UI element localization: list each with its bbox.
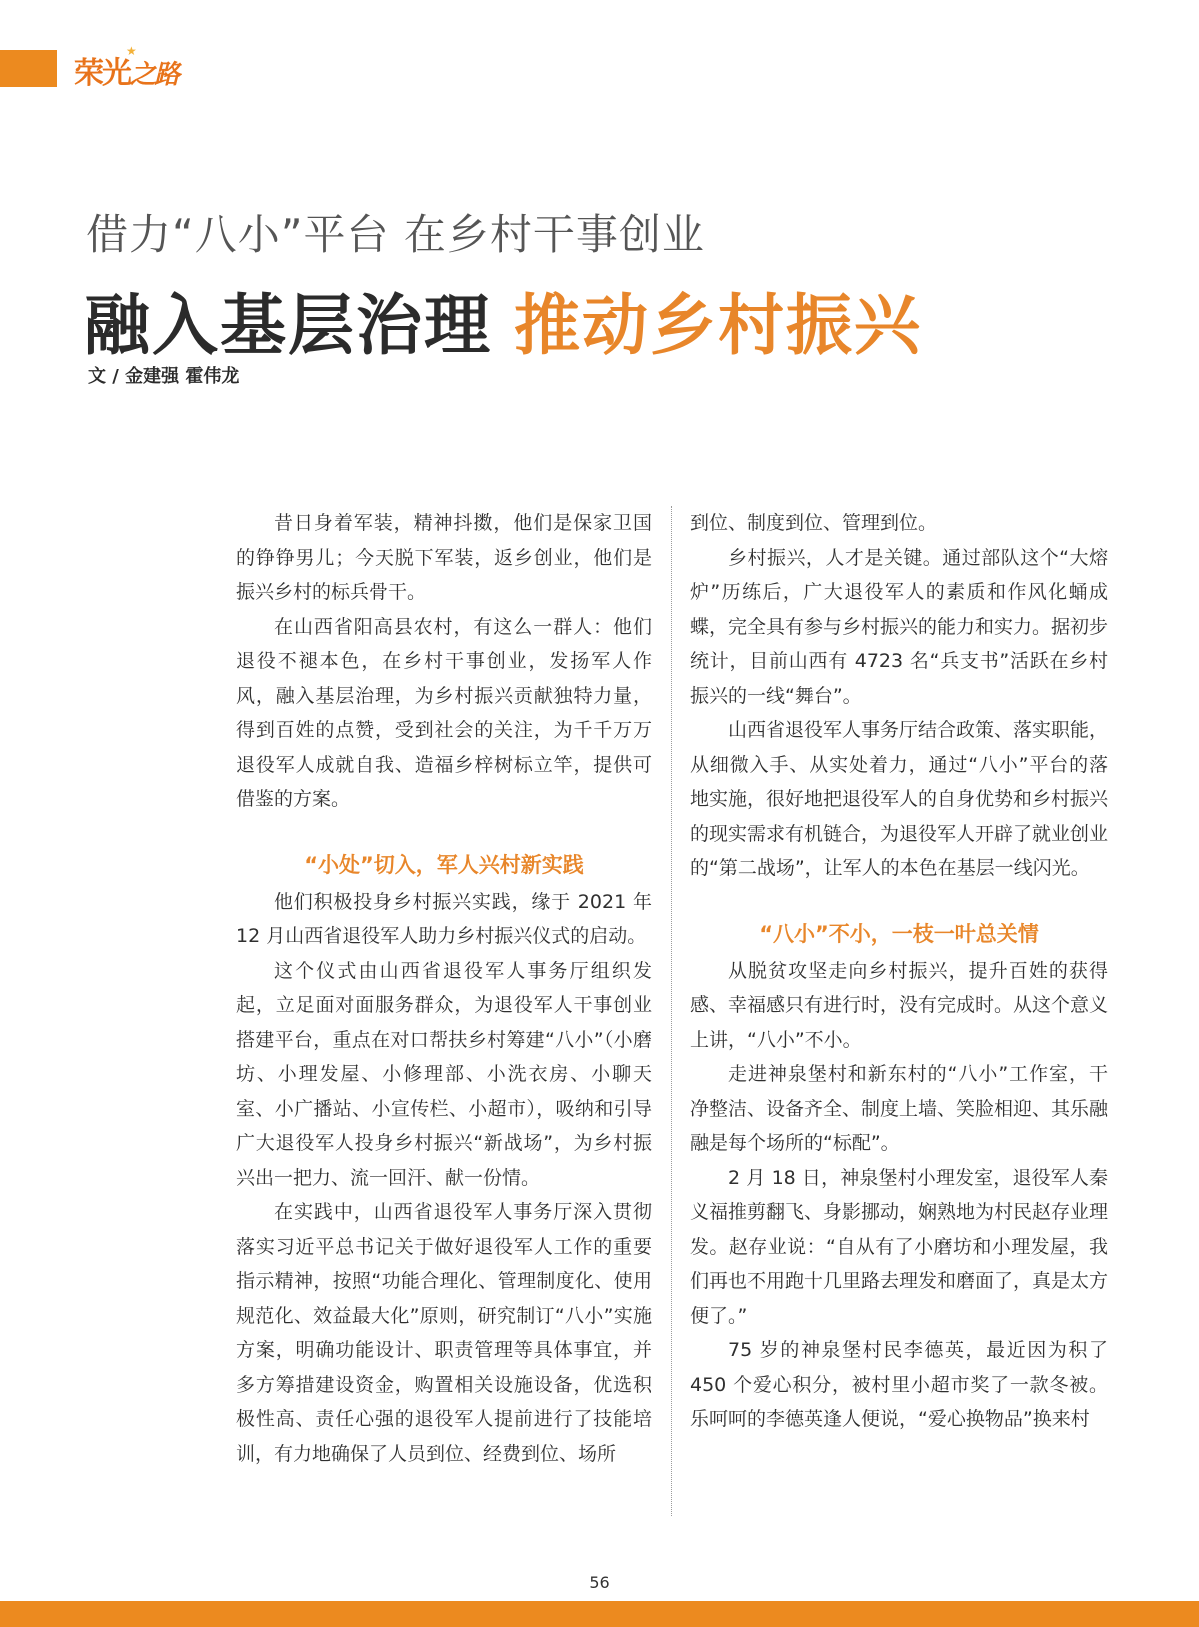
footer-accent-bar <box>0 1601 1199 1627</box>
star-icon: ★ <box>126 44 135 58</box>
article-title <box>84 272 922 367</box>
paragraph: 这个仪式由山西省退役军人事务厅组织发起，立足面对面服务群众，为退役军人干事创业搭建平台，重点在对口帮扶乡村筹建“八小”（小磨坊、小理发屋、小修理部、小洗衣房、小聊天室、小广播站、小宣传栏、小超市），吸纳和引导广大退役军人投身乡村振兴“新战场”，为乡村振兴出一把力、流一回汗、献一份情。 <box>236 959 652 1189</box>
header-accent-bar <box>0 50 57 87</box>
paragraph-continued: 到位、制度到位、管理到位。 <box>690 512 938 534</box>
column-divider <box>671 506 672 1516</box>
paragraph: 山西省退役军人事务厅结合政策、落实职能，从细微入手、从实处着力，通过“八小”平台的落地实施，很好地把退役军人的自身优势和乡村振兴的现实需求有机链合，为退役军人开辟了就业创业的“第二战场”，让军人的本色在基层一线闪光。 <box>690 719 1109 879</box>
paragraph: 乡村振兴，人才是关键。通过部队这个“大熔炉”历练后，广大退役军人的素质和作风化蛹成蝶，完全具有参与乡村振兴的能力和实力。据初步统计，目前山西有 4723 名“兵支书”活跃在乡村振兴的一线“舞台”。 <box>690 546 1109 707</box>
paragraph: 他们积极投身乡村振兴实践，缘于 2021 年 12 月山西省退役军人助力乡村振兴仪式的启动。 <box>236 890 652 947</box>
brand-text-main: 荣光 <box>74 56 130 91</box>
section-heading: “八小”不小，一枝一叶总关情 <box>759 921 1039 946</box>
paragraph: 昔日身着军装，精神抖擞，他们是保家卫国的铮铮男儿；今天脱下军装，返乡创业，他们是振兴乡村的标兵骨干。 <box>236 512 652 603</box>
article-byline: 文 / 金建强 霍伟龙 <box>88 366 240 387</box>
title-part-dark: 融入基层治理 <box>84 287 492 364</box>
title-part-highlight: 推动乡村振兴 <box>514 287 922 364</box>
paragraph: 在实践中，山西省退役军人事务厅深入贯彻落实习近平总书记关于做好退役军人工作的重要指示精神，按照“功能合理化、管理制度化、使用规范化、效益最大化”原则，研究制订“八小”实施方案，明确功能设计、职责管理等具体事宜，并多方筹措建设资金，购置相关设施设备，优选积极性高、责任心强的退役军人提前进行了技能培训，有力地确保了人员到位、经费到位、场所 <box>236 1201 652 1465</box>
page-number: 56 <box>589 1573 610 1592</box>
brand-text-secondary: 之路 <box>130 60 179 90</box>
paragraph: 走进神泉堡村和新东村的“八小”工作室，干净整洁、设备齐全、制度上墙、笑脸相迎、其乐融融是每个场所的“标配”。 <box>690 1063 1109 1154</box>
paragraph: 2 月 18 日，神泉堡村小理发室，退役军人秦义福推剪翻飞、身影挪动，娴熟地为村民赵存业理发。赵存业说：“自从有了小磨坊和小理发屋，我们再也不用跑十几里路去理发和磨面了，真是太方便了。” <box>690 1166 1109 1327</box>
left-text-column <box>236 506 652 1471</box>
paragraph: 在山西省阳高县农村，有这么一群人：他们退役不褪本色，在乡村干事创业，发扬军人作风，融入基层治理，为乡村振兴贡献独特力量，得到百姓的点赞，受到社会的关注，为千千万万退役军人成就自我、造福乡梓树标立竿，提供可借鉴的方案。 <box>236 615 652 810</box>
article-subtitle: 借力“八小”平台 在乡村干事创业 <box>86 210 705 259</box>
right-text-column <box>690 506 1108 1437</box>
paragraph: 从脱贫攻坚走向乡村振兴，提升百姓的获得感、幸福感只有进行时，没有完成时。从这个意义上讲，“八小”不小。 <box>690 959 1109 1051</box>
paragraph: 75 岁的神泉堡村民李德英，最近因为积了 450 个爱心积分，被村里小超市奖了一款冬被。乐呵呵的李德英逢人便说，“爱心换物品”换来村 <box>690 1339 1108 1430</box>
magazine-brand-logo <box>74 44 179 92</box>
section-heading: “小处”切入，军人兴村新实践 <box>304 852 584 877</box>
